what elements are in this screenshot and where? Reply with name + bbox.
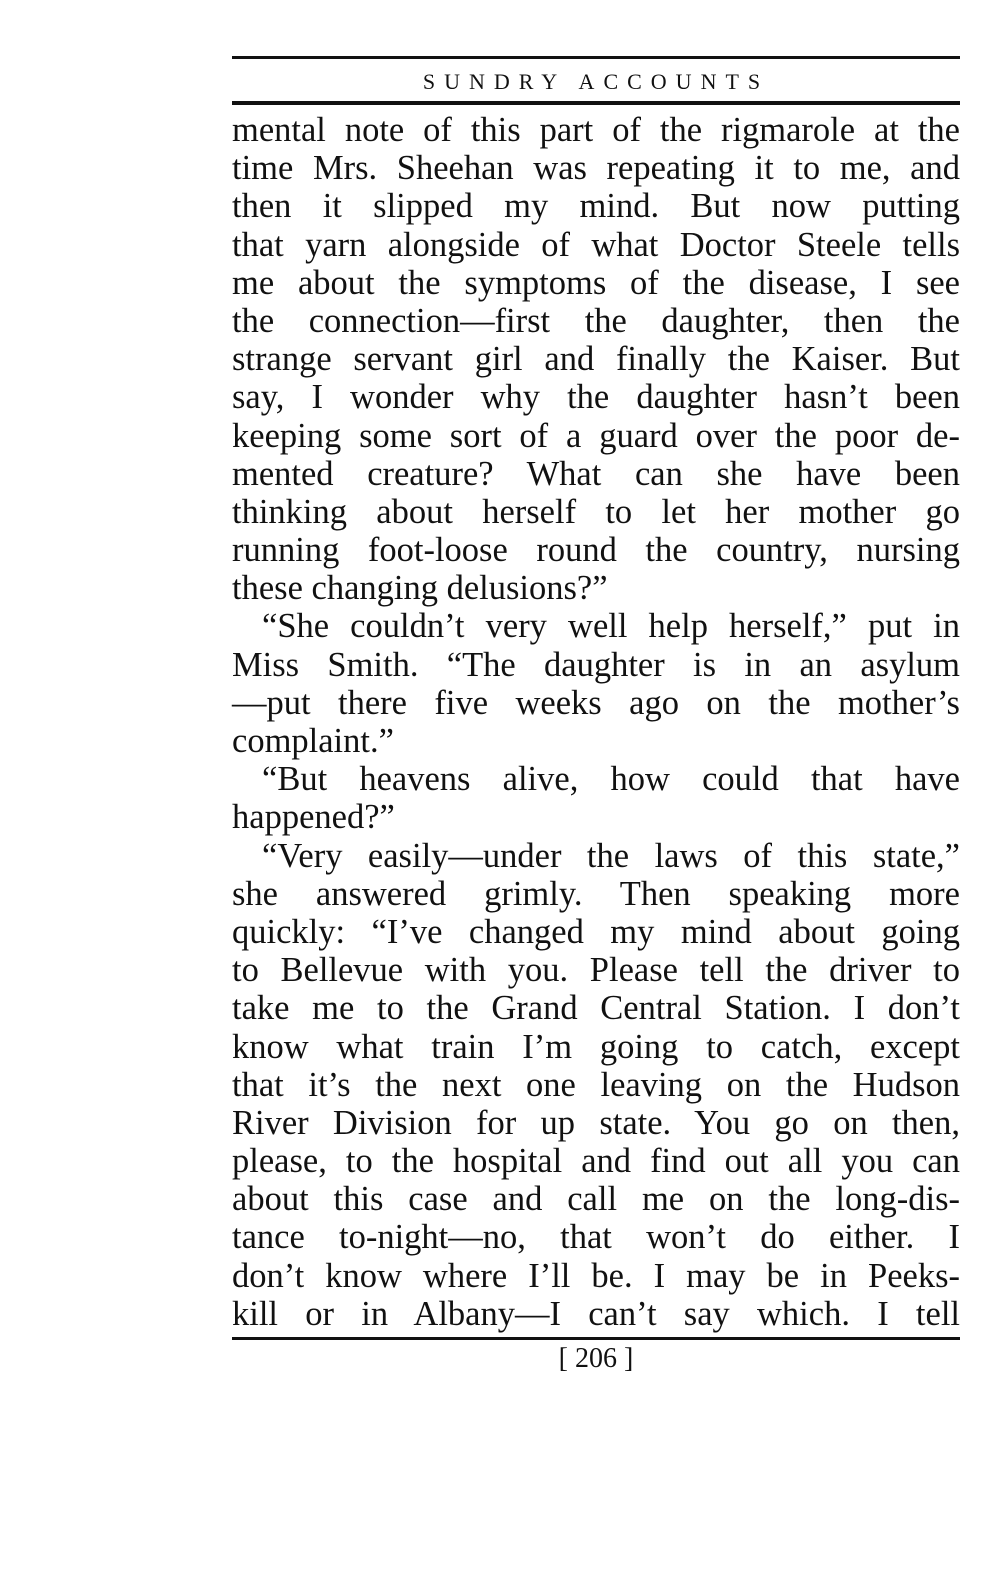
text-line: “But heavens alive, how could that have bbox=[262, 760, 960, 799]
running-head: SUNDRY ACCOUNTS bbox=[422, 69, 770, 94]
text-line: mental note of this part of the rigmarole at the bbox=[232, 111, 960, 149]
text-line: know what train I’m going to catch, except bbox=[232, 1027, 960, 1066]
text-line: the connection—first the daughter, then the bbox=[232, 301, 960, 340]
text-line: thinking about herself to let her mother go bbox=[232, 492, 960, 531]
text-line: to Bellevue with you. Please tell the driver to bbox=[232, 951, 960, 990]
text-line: don’t know where I’ll be. I may be in Peeks- bbox=[232, 1256, 960, 1295]
text-line: time Mrs. Sheehan was repeating it to me, and bbox=[232, 149, 960, 188]
text-line: kill or in Albany—I can’t say which. I tell bbox=[232, 1294, 960, 1333]
body-text bbox=[232, 111, 960, 1333]
text-line: that yarn alongside of what Doctor Steele tells bbox=[232, 225, 960, 264]
text-line: mented creature? What can she have been bbox=[232, 454, 960, 493]
text-line: that it’s the next one leaving on the Hudson bbox=[232, 1065, 960, 1104]
text-line: strange servant girl and finally the Kaiser. But bbox=[232, 340, 960, 379]
text-line: these changing delusions?” bbox=[232, 569, 608, 608]
text-line: running foot-loose round the country, nursing bbox=[232, 531, 960, 570]
text-line: “She couldn’t very well help herself,” put in bbox=[262, 607, 960, 646]
text-line: me about the symptoms of the disease, I see bbox=[232, 263, 960, 302]
text-line: then it slipped my mind. But now putting bbox=[232, 187, 960, 226]
text-line: quickly: “I’ve changed my mind about going bbox=[232, 912, 960, 951]
text-line: keeping some sort of a guard over the poor de- bbox=[232, 416, 960, 455]
page-content bbox=[232, 56, 960, 1376]
header-rule bbox=[232, 101, 960, 105]
page-number: [ 206 ] bbox=[558, 1343, 634, 1374]
text-line: please, to the hospital and find out all you can bbox=[232, 1142, 960, 1181]
text-line: complaint.” bbox=[232, 722, 394, 760]
text-line: happened?” bbox=[232, 798, 395, 837]
footer-rule bbox=[232, 1337, 960, 1340]
text-line: about this case and call me on the long-dis- bbox=[232, 1180, 960, 1219]
text-line: say, I wonder why the daughter hasn’t been bbox=[232, 378, 960, 417]
text-line: she answered grimly. Then speaking more bbox=[232, 874, 960, 913]
text-line: “Very easily—under the laws of this state,” bbox=[262, 836, 960, 875]
text-line: Miss Smith. “The daughter is in an asylum bbox=[232, 645, 960, 684]
text-line: —put there five weeks ago on the mother’s bbox=[232, 683, 960, 722]
text-line: tance to-night—no, that won’t do either. I bbox=[232, 1218, 960, 1257]
text-line: River Division for up state. You go on then, bbox=[232, 1103, 960, 1142]
text-line: take me to the Grand Central Station. I don’t bbox=[232, 989, 960, 1028]
